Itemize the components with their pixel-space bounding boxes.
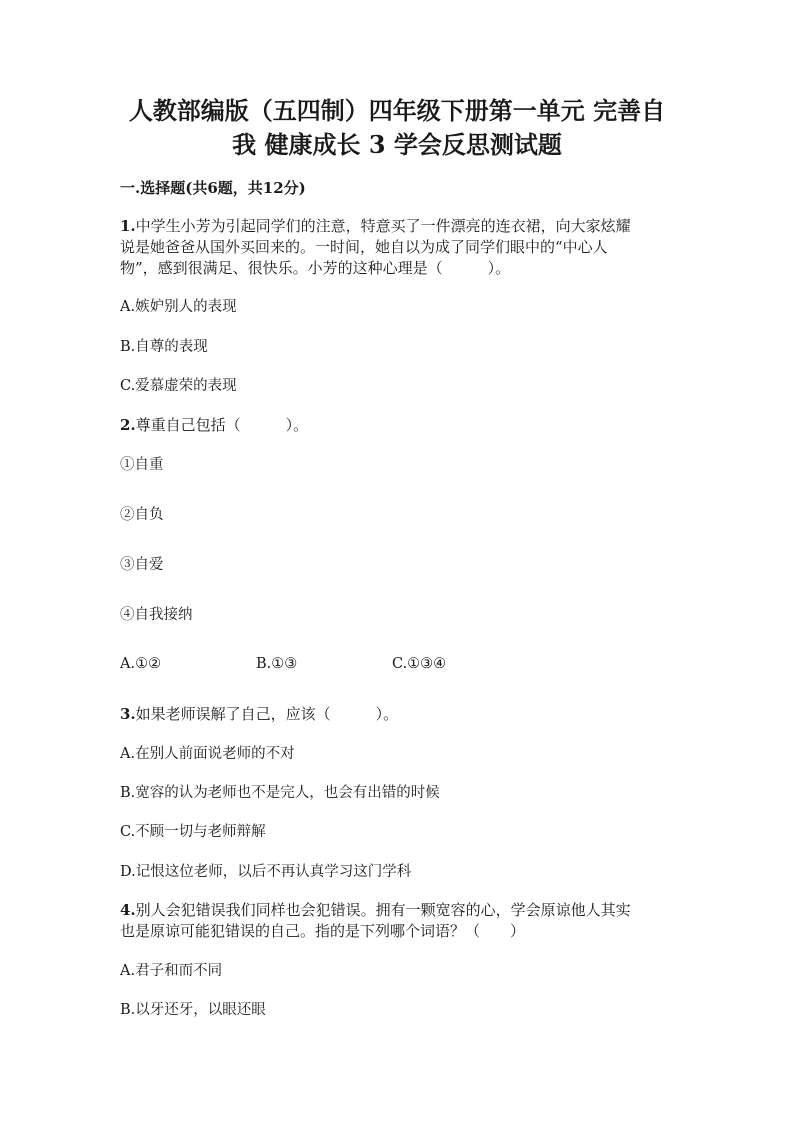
question-2-item-2: ②自负: [120, 507, 164, 523]
question-1-number: 1.: [120, 217, 136, 235]
question-1-line-2: 说是她爸爸从国外买回来的。一时间，她自以为成了同学们眼中的“中心人: [120, 238, 608, 256]
question-1-line-3: 物”，感到很满足、很快乐。小芳的这种心理是（ ）。: [120, 259, 511, 277]
question-3-option-a: A.在别人前面说老师的不对: [120, 746, 295, 762]
question-4-option-a: A.君子和而不同: [120, 963, 223, 979]
question-3-text: 如果老师误解了自己，应该（ ）。: [135, 705, 399, 723]
question-1: [120, 216, 680, 279]
question-2: [120, 415, 680, 436]
question-2-number: 2.: [120, 416, 136, 434]
question-1-line-1: 1.中学生小芳为引起同学们的注意，特意买了一件漂亮的连衣裙，向大家炫耀: [120, 217, 631, 235]
question-4-option-b: B.以牙还牙，以眼还眼: [120, 1002, 266, 1018]
title-line-1: 人教部编版（五四制）四年级下册第一单元 完善自: [128, 96, 666, 125]
question-3: [120, 704, 680, 725]
question-2-item-1: ①自重: [120, 457, 164, 473]
question-2-item-4: ④自我接纳: [120, 607, 193, 623]
question-2-option-c: C.①③④: [392, 656, 447, 672]
question-2-item-3: ③自爱: [120, 557, 164, 573]
question-1-option-b: B.自尊的表现: [120, 339, 208, 355]
question-2-option-b: B.①③: [256, 656, 298, 672]
question-3-option-c: C.不顾一切与老师辩解: [120, 824, 266, 840]
question-3-number: 3.: [120, 705, 136, 723]
question-3-option-b: B.宽容的认为老师也不是完人，也会有出错的时候: [120, 785, 440, 801]
question-3-option-d: D.记恨这位老师，以后不再认真学习这门学科: [120, 864, 412, 880]
section-heading: 一.选择题(共6题，共12分): [120, 179, 306, 197]
question-4: [120, 900, 680, 942]
question-4-line-2: 也是原谅可能犯错误的自己。指的是下列哪个词语？（ ）: [120, 922, 526, 940]
question-4-line-1: 4.别人会犯错误我们同样也会犯错误。拥有一颗宽容的心，学会原谅他人其实: [120, 901, 631, 919]
question-2-text: 尊重自己包括（ ）。: [135, 416, 309, 434]
question-1-option-a: A.嫉妒别人的表现: [120, 299, 237, 315]
question-2-option-a: A.①②: [120, 656, 162, 672]
title-line-2: 我 健康成长 3 学会反思测试题: [232, 130, 562, 159]
question-1-option-c: C.爱慕虚荣的表现: [120, 378, 237, 394]
question-4-number: 4.: [120, 901, 136, 919]
document-title: [100, 94, 694, 162]
